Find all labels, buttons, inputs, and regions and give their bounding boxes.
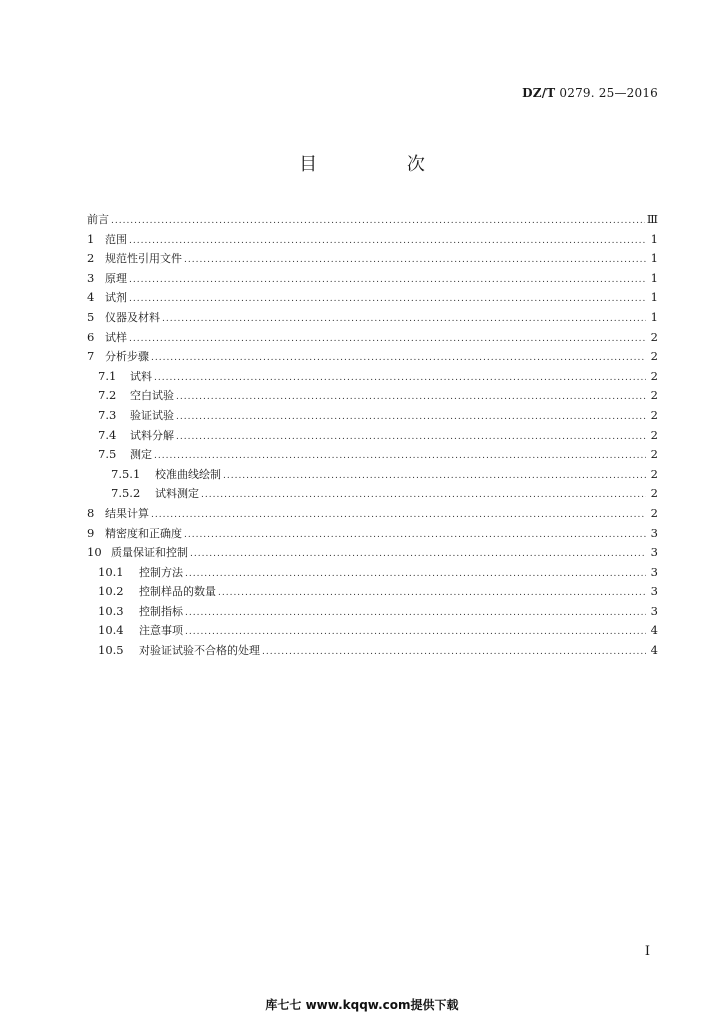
toc-entry-number: 5 [87,309,95,324]
toc-entry-label: 对验证试验不合格的处理 [139,644,260,658]
toc-entry-label: 控制指标 [139,604,183,618]
toc-leader-dots [185,565,646,585]
toc-entry[interactable] [87,563,658,583]
toc-leader-dots [151,506,646,526]
toc-entry-label: 控制方法 [139,565,183,579]
toc-entry-page: 2 [650,427,658,442]
toc-entry-number: 10.4 [98,623,124,638]
toc-entry-number: 7.5.2 [111,486,141,501]
toc-entry-number: 7.3 [98,407,117,422]
toc-entry[interactable] [87,347,658,367]
toc-entry[interactable] [87,582,658,602]
toc-entry-page: 2 [650,368,658,383]
standard-code [522,86,658,100]
toc-leader-dots [129,271,646,291]
toc-entry-label: 质量保证和控制 [111,546,188,560]
toc-entry-number: 10.2 [98,584,124,599]
toc-entry-page: Ⅲ [646,212,658,226]
toc-entry[interactable] [87,465,658,485]
toc-entry[interactable] [87,445,658,465]
toc-leader-dots [201,486,646,506]
toc-entry[interactable] [87,504,658,524]
toc-entry-page: 4 [650,623,658,638]
toc-entry-label: 试料分解 [130,428,174,442]
toc-entry-label: 测定 [130,448,152,462]
toc-entry-number: 10 [87,545,102,560]
toc-entry-number: 10.3 [98,603,124,618]
toc-entry-page: 2 [650,447,658,462]
toc-entry[interactable] [87,210,658,230]
page-number: I [644,944,650,959]
toc-leader-dots [129,290,646,310]
toc-entry-number: 7.5.1 [111,466,141,481]
standard-number: 0279. 25—2016 [559,86,658,100]
toc-entry-page: 3 [650,564,658,579]
toc-entry-label: 验证试验 [130,408,174,422]
toc-entry-page: 1 [650,251,658,266]
toc-entry-number: 7.5 [98,447,117,462]
toc-entry[interactable] [87,269,658,289]
toc-entry[interactable] [87,484,658,504]
toc-entry-label: 试剂 [105,291,127,305]
toc-entry-number: 1 [87,231,95,246]
toc-leader-dots [190,545,646,565]
toc-entry-number: 7 [87,349,95,364]
toc-entry-page: 1 [650,231,658,246]
toc-leader-dots [176,388,646,408]
toc-leader-dots [111,212,645,232]
toc-entry-page: 2 [650,466,658,481]
toc-entry-page: 3 [650,545,658,560]
toc-entry-number: 3 [87,270,95,285]
toc-entry-number: 2 [87,251,95,266]
toc-entry[interactable] [87,386,658,406]
toc-entry-page: 2 [650,407,658,422]
toc-entry-page: 3 [650,603,658,618]
toc-entry-label: 分析步骤 [105,350,149,364]
toc-entry-label: 控制样品的数量 [139,585,216,599]
toc-entry-page: 2 [650,349,658,364]
toc-entry-number: 10.5 [98,643,124,658]
toc-entry-label: 注意事项 [139,624,183,638]
toc-entry[interactable] [87,367,658,387]
toc-entry-label: 前言 [87,213,109,226]
toc-leader-dots [154,369,646,389]
toc-leader-dots [262,643,646,663]
toc-entry[interactable] [87,602,658,622]
toc-entry[interactable] [87,621,658,641]
toc-entry-label: 校准曲线绘制 [155,467,221,481]
page-title: 目 次 [299,154,467,175]
toc-entry-number: 7.4 [98,427,117,442]
toc-entry-page: 3 [650,525,658,540]
toc-entry-page: 2 [650,486,658,501]
toc-entry-page: 3 [650,584,658,599]
toc-entry[interactable] [87,524,658,544]
toc-entry-label: 规范性引用文件 [105,252,182,266]
toc-entry-number: 6 [87,329,95,344]
toc-entry[interactable] [87,328,658,348]
table-of-contents [87,210,658,661]
toc-leader-dots [176,428,646,448]
toc-entry[interactable] [87,426,658,446]
toc-entry[interactable] [87,406,658,426]
toc-entry-page: 2 [650,388,658,403]
toc-entry[interactable] [87,308,658,328]
toc-leader-dots [129,232,646,252]
toc-leader-dots [184,526,646,546]
toc-entry-page: 1 [650,309,658,324]
toc-entry-number: 8 [87,505,95,520]
toc-entry-label: 试料 [130,369,152,383]
toc-entry-page: 1 [650,290,658,305]
toc-entry-page: 1 [650,270,658,285]
toc-entry-page: 2 [650,505,658,520]
toc-entry[interactable] [87,641,658,661]
toc-entry-label: 范围 [105,232,127,246]
standard-prefix: DZ/T [522,86,556,100]
toc-entry-number: 4 [87,290,95,305]
toc-entry[interactable] [87,288,658,308]
toc-entry-label: 精密度和正确度 [105,526,182,540]
toc-entry-page: 2 [650,329,658,344]
toc-entry-label: 试样 [105,330,127,344]
toc-entry-label: 原理 [105,271,127,285]
toc-leader-dots [162,310,646,330]
toc-entry-label: 结果计算 [105,506,149,520]
toc-entry-label: 仪器及材料 [105,310,160,324]
toc-leader-dots [154,447,646,467]
toc-leader-dots [176,408,646,428]
toc-entry[interactable] [87,249,658,269]
toc-entry[interactable] [87,230,658,250]
toc-entry-page: 4 [650,643,658,658]
toc-leader-dots [129,330,646,350]
toc-entry-number: 7.2 [98,388,117,403]
toc-leader-dots [151,349,646,369]
toc-entry-number: 10.1 [98,564,124,579]
toc-entry-number: 7.1 [98,368,117,383]
footer-watermark: 库七七 www.kqqw.com提供下载 [265,998,459,1012]
toc-leader-dots [184,251,646,271]
toc-leader-dots [223,467,646,487]
toc-entry-label: 空白试验 [130,389,174,403]
toc-leader-dots [218,584,646,604]
toc-leader-dots [185,604,646,624]
toc-entry[interactable] [87,543,658,563]
toc-entry-number: 9 [87,525,95,540]
toc-entry-label: 试料测定 [155,487,199,501]
